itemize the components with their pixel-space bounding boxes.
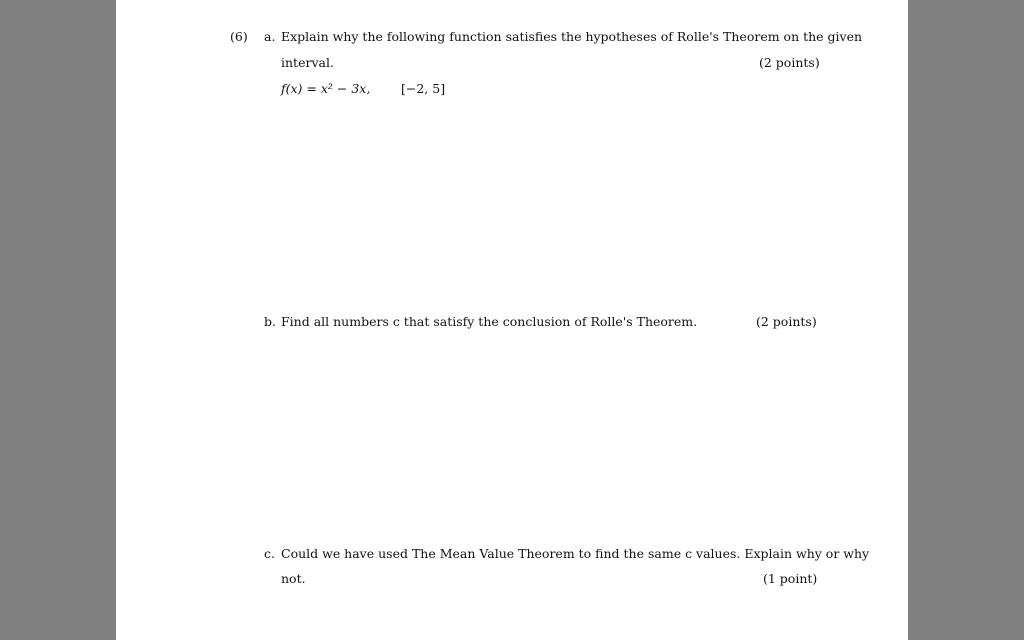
part-c-text-line1: Could we have used The Mean Value Theorem to find the same c values. Explain why or why (281, 546, 870, 561)
part-c-points: (1 point) (763, 571, 818, 586)
part-a-points: (2 points) (759, 55, 820, 70)
part-c-label: c. (264, 546, 275, 561)
part-a-text-line1: Explain why the following function satisfies the hypotheses of Rolle's Theorem on the given (281, 29, 863, 44)
part-a-label: a. (264, 29, 276, 44)
function-expression: f(x) = x² − 3x, (281, 81, 371, 96)
document-page (116, 0, 908, 640)
problem-number: (6) (230, 29, 248, 44)
part-b-points: (2 points) (756, 314, 817, 329)
part-b-label: b. (264, 314, 276, 329)
part-b-text: Find all numbers c that satisfy the conclusion of Rolle's Theorem. (281, 314, 698, 329)
part-a-text-line2: interval. (281, 55, 334, 70)
part-c-text-line2: not. (281, 571, 306, 586)
interval: [−2, 5] (401, 81, 446, 96)
